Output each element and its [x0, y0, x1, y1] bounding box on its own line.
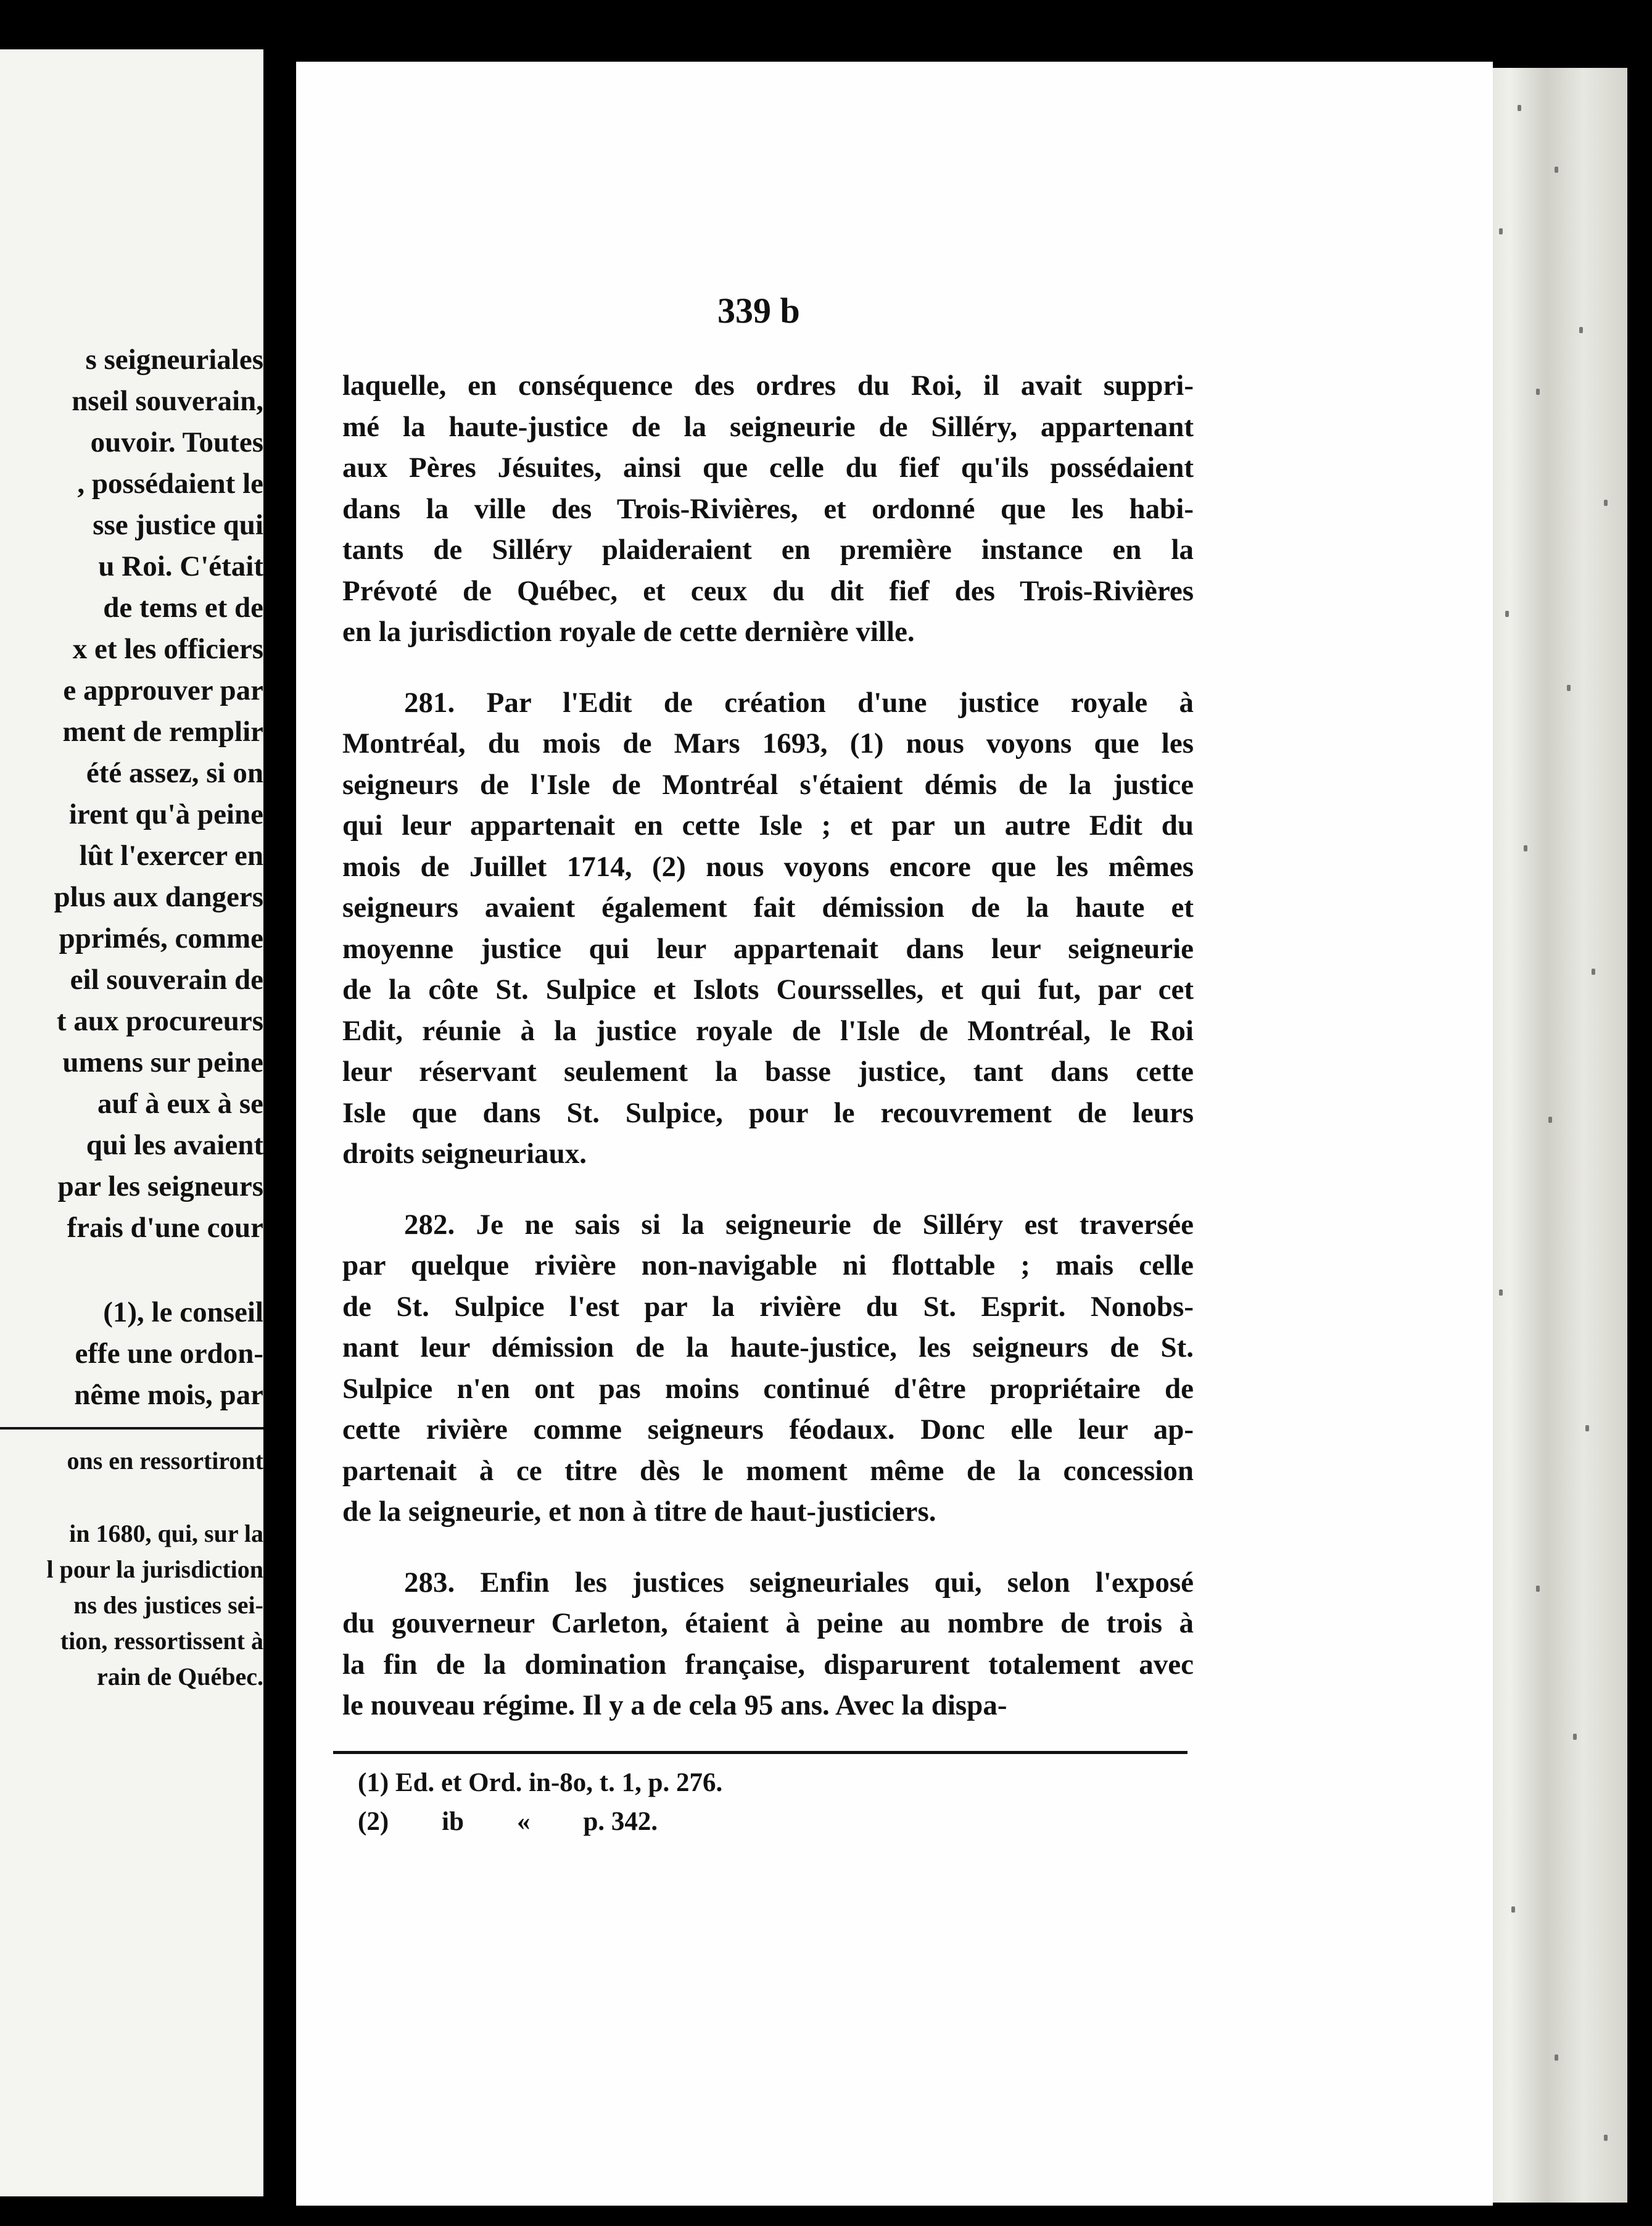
text-line: 281. Par l'Edit de création d'une justice royale à [404, 686, 1194, 719]
paper-speck [1579, 327, 1583, 333]
previous-page-line: eil souverain de [70, 964, 263, 996]
paragraph [342, 682, 1194, 1175]
previous-page-footnote-line: tion, ressortissent à [60, 1627, 263, 1655]
paragraph [342, 365, 1194, 653]
text-line: Montréal, du mois de Mars 1693, (1) nous voyons que les [342, 727, 1194, 759]
previous-page-line: e approuver par [63, 674, 263, 706]
footnote-2: (2) ib « p. 342. [358, 1807, 658, 1836]
footnote-divider [333, 1751, 1187, 1754]
previous-page-line: ment de remplir [62, 716, 263, 748]
footnote-1: (1) Ed. et Ord. in-8o, t. 1, p. 276. [358, 1768, 723, 1797]
previous-page-text [0, 339, 263, 1695]
text-line: de la seigneurie, et non à titre de haut-justiciers. [342, 1496, 936, 1528]
text-line: mé la haute-justice de la seigneurie de Silléry, appartenant [342, 410, 1194, 443]
paper-speck [1604, 500, 1608, 506]
paragraph [342, 1562, 1194, 1726]
text-line: Sulpice n'en ont pas moins continué d'être propriétaire de [342, 1372, 1194, 1405]
paper-speck [1604, 2135, 1608, 2141]
paper-speck [1585, 1425, 1589, 1431]
previous-page-line: x et les officiers [72, 633, 263, 665]
previous-page-line: pprimés, comme [59, 922, 263, 954]
previous-page-footnote-line: ns des justices sei- [73, 1591, 263, 1619]
text-line: Isle que dans St. Sulpice, pour le recouvrement de leurs [342, 1096, 1194, 1129]
previous-page-line: (1), le conseil [103, 1296, 263, 1328]
text-line: en la jurisdiction royale de cette dernière ville. [342, 616, 915, 648]
previous-page-line: umens sur peine [62, 1046, 263, 1078]
paper-speck [1592, 969, 1595, 975]
paper-speck [1573, 1734, 1577, 1740]
paper-speck [1555, 2054, 1558, 2061]
text-line: cette rivière comme seigneurs féodaux. Donc elle leur ap- [342, 1413, 1194, 1446]
text-line: de la côte St. Sulpice et Islots Coursselles, et qui fut, par cet [342, 974, 1194, 1006]
text-line: laquelle, en conséquence des ordres du Roi, il avait suppri- [342, 370, 1194, 402]
footnotes [358, 1763, 1036, 1841]
text-line: dans la ville des Trois-Rivières, et ordonné que les habi- [342, 492, 1194, 525]
previous-page-footnote-line: l pour la jurisdiction [46, 1555, 263, 1583]
previous-page-line: lût l'exercer en [79, 840, 263, 872]
paper-speck [1536, 389, 1540, 395]
page-number: 339 b [717, 291, 800, 331]
text-line: par quelque rivière non-navigable ni flottable ; mais celle [342, 1249, 1194, 1281]
text-line: la fin de la domination française, disparurent totalement avec [342, 1648, 1194, 1681]
previous-page-line: u Roi. C'était [98, 550, 263, 582]
paper-speck [1511, 1906, 1515, 1913]
paper-speck [1499, 1289, 1503, 1296]
previous-page-line: nseil souverain, [72, 385, 263, 417]
previous-page-footnote-line: ons en ressortiront [67, 1447, 263, 1475]
text-line: 283. Enfin les justices seigneuriales qui, selon l'exposé [404, 1566, 1194, 1599]
text-line: Edit, réunie à la justice royale de l'Isle de Montréal, le Roi [342, 1014, 1194, 1047]
previous-page-line: , possédaient le [77, 468, 263, 500]
previous-page-line: été assez, si on [86, 757, 263, 789]
paper-speck [1518, 105, 1521, 111]
previous-page-footnote-line: rain de Québec. [97, 1663, 263, 1690]
previous-page-line: qui les avaient [86, 1129, 263, 1161]
text-line: du gouverneur Carleton, étaient à peine au nombre de trois à [342, 1607, 1194, 1639]
paper-speck [1524, 845, 1527, 851]
text-line: mois de Juillet 1714, (2) nous voyons encore que les mêmes [342, 850, 1194, 883]
text-line: qui leur appartenait en cette Isle ; et par un autre Edit du [342, 809, 1194, 842]
previous-page-line: frais d'une cour [67, 1212, 263, 1244]
paragraph [342, 1204, 1194, 1533]
previous-page-line: plus aux dangers [54, 881, 263, 913]
text-line: de St. Sulpice l'est par la rivière du St. Esprit. Nonobs- [342, 1290, 1194, 1323]
page-body [342, 365, 1194, 1726]
page-edge-stack [1481, 68, 1627, 2203]
previous-page-line: irent qu'à peine [68, 798, 263, 830]
previous-page-line: par les seigneurs [57, 1170, 263, 1202]
paper-speck [1567, 685, 1571, 691]
text-line: tants de Silléry plaideraient en première instance en la [342, 534, 1194, 566]
text-line: moyenne justice qui leur appartenait dans leur seigneurie [342, 932, 1194, 965]
previous-page-footnote-line: in 1680, qui, sur la [69, 1520, 263, 1547]
previous-page-line: ouvoir. Toutes [90, 426, 263, 458]
text-line: 282. Je ne sais si la seigneurie de Silléry est traversée [404, 1208, 1194, 1241]
text-line: leur réservant seulement la basse justice, tant dans cette [342, 1056, 1194, 1088]
text-line: aux Pères Jésuites, ainsi que celle du fief qu'ils possédaient [342, 452, 1194, 484]
paper-speck [1499, 228, 1503, 234]
previous-page-line: nême mois, par [74, 1379, 263, 1411]
text-line: droits seigneuriaux. [342, 1138, 587, 1170]
text-line: le nouveau régime. Il y a de cela 95 ans. Avec la dispa- [342, 1689, 1007, 1721]
text-line: seigneurs avaient également fait démission de la haute et [342, 892, 1194, 924]
previous-page-line: de tems et de [103, 592, 263, 624]
text-line: seigneurs de l'Isle de Montréal s'étaient démis de la justice [342, 768, 1194, 801]
text-line: nant leur démission de la haute-justice, les seigneurs de St. [342, 1331, 1194, 1363]
previous-page-footnote-rule [0, 1427, 263, 1430]
previous-page-line: s seigneuriales [85, 344, 263, 376]
previous-page-line: effe une ordon- [75, 1338, 263, 1370]
paper-speck [1536, 1586, 1540, 1592]
previous-page-line: sse justice qui [93, 509, 263, 541]
text-line: partenait à ce titre dès le moment même de la concession [342, 1454, 1194, 1487]
previous-page-line: t aux procureurs [56, 1005, 263, 1037]
paper-speck [1505, 611, 1509, 617]
paper-speck [1548, 1117, 1552, 1123]
previous-page-line: auf à eux à se [97, 1088, 263, 1120]
previous-page [0, 49, 263, 2196]
text-line: Prévoté de Québec, et ceux du dit fief des Trois-Rivières [342, 574, 1194, 607]
paper-speck [1555, 167, 1558, 173]
